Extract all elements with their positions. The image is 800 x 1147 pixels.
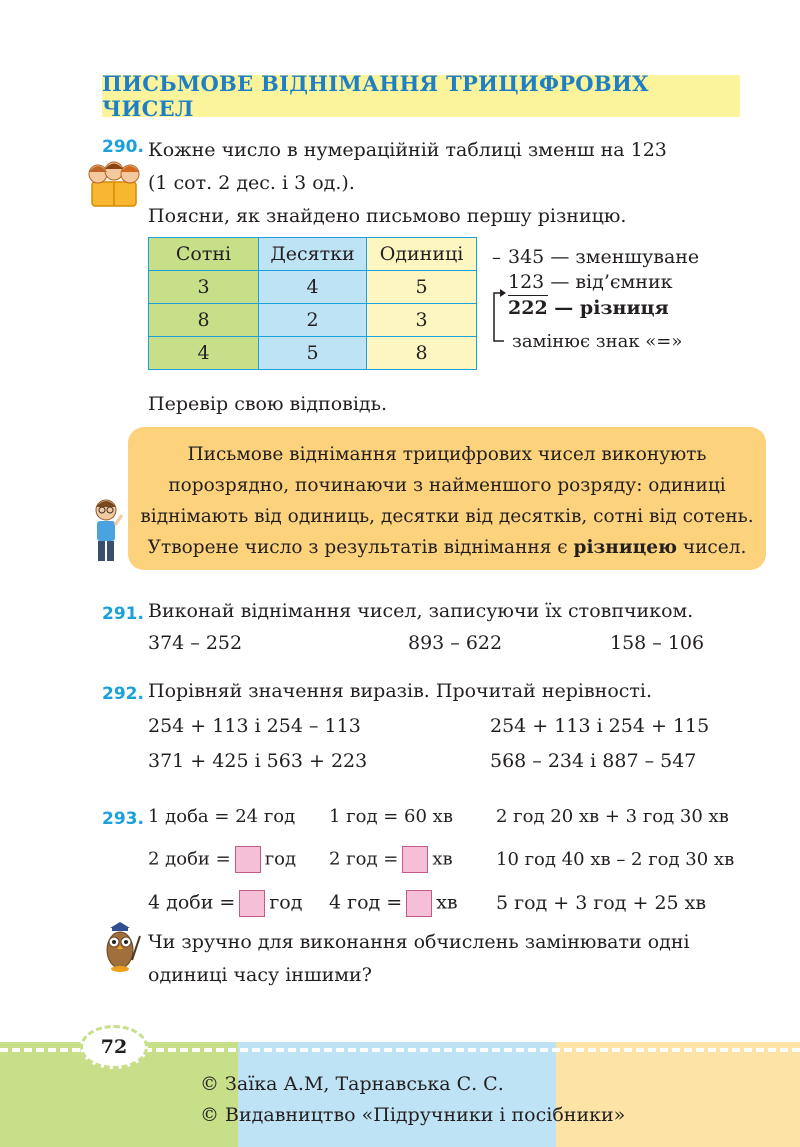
subtrahend-line xyxy=(508,271,673,293)
section-title: ПИСЬМОВЕ ВІДНІМАННЯ ТРИЦИФРОВИХ ЧИСЕЛ xyxy=(102,71,649,121)
exercise-290-line2: (1 сот. 2 дес. і 3 од.). xyxy=(148,172,355,194)
table-cell: 2 xyxy=(259,304,367,337)
minuend-line xyxy=(508,246,699,268)
rule-term: різницею xyxy=(573,537,677,558)
table-cell: 5 xyxy=(367,271,477,304)
arrow-bracket-icon xyxy=(490,283,510,351)
table-row xyxy=(149,304,477,337)
header-ones: Одиниці xyxy=(367,238,477,271)
table-cell: 4 xyxy=(149,337,259,370)
comparison-item: 371 + 425 і 563 + 223 xyxy=(148,750,368,772)
conversion-row xyxy=(329,890,458,917)
rule-text: чисел. xyxy=(676,537,747,558)
header-tens: Десятки xyxy=(259,238,367,271)
rule-line xyxy=(138,532,756,563)
difference-line xyxy=(508,297,669,319)
comparison-item: 254 + 113 і 254 – 113 xyxy=(148,715,361,737)
difference: 222 xyxy=(508,297,548,319)
table-cell: 3 xyxy=(367,304,477,337)
table-cell: 5 xyxy=(259,337,367,370)
table-cell: 8 xyxy=(149,304,259,337)
comparison-item: 568 – 234 і 887 – 547 xyxy=(490,750,697,772)
exercise-290-number: 290. xyxy=(102,137,144,157)
subtrahend-label: — від’ємник xyxy=(550,271,673,293)
sum-line xyxy=(508,295,548,296)
question-line: одиниці часу іншими? xyxy=(148,964,372,986)
time-expression: 10 год 40 хв – 2 год 30 хв xyxy=(496,849,735,870)
answer-box[interactable] xyxy=(235,846,261,873)
place-value-table xyxy=(148,237,477,370)
exercise-290-line3: Поясни, як знайдено письмово першу різницю. xyxy=(148,205,627,227)
conversion-text: 2 год = xyxy=(329,848,399,870)
table-cell: 8 xyxy=(367,337,477,370)
conversion-unit: хв xyxy=(436,891,458,914)
conversion-text: 4 доби = xyxy=(148,891,236,914)
time-expression: 2 год 20 хв + 3 год 30 хв xyxy=(496,806,729,827)
conversion-row xyxy=(148,890,302,917)
answer-box[interactable] xyxy=(402,846,428,873)
rule-text: Утворене число з результатів віднімання є xyxy=(147,537,574,558)
comparison-item: 254 + 113 і 254 + 115 xyxy=(490,715,710,737)
conversion-unit: год xyxy=(264,848,297,870)
question-line: Чи зручно для виконання обчислень замінювати одні xyxy=(148,931,690,953)
rule-line: порозрядно, починаючи з найменшого розряду: одиниці xyxy=(168,475,726,496)
rule-line: віднімають від одиниць, десятки від десятків, сотні від сотень. xyxy=(140,506,754,527)
exercise-290-text xyxy=(148,134,667,233)
conversion-row xyxy=(148,846,296,873)
exercise-292-text: Порівняй значення виразів. Прочитай нерівності. xyxy=(148,680,653,702)
page-number-badge xyxy=(80,1025,148,1069)
time-expression: 5 год + 3 год + 25 хв xyxy=(496,892,707,914)
answer-box[interactable] xyxy=(239,890,265,917)
exercise-292-number: 292. xyxy=(102,684,144,704)
answer-box[interactable] xyxy=(406,890,432,917)
check-answer-text: Перевір свою відповідь. xyxy=(148,393,387,415)
conversion-text: 4 год = xyxy=(329,891,403,914)
replaces-equals-note: замінює знак «=» xyxy=(512,331,683,352)
exercise-291-number: 291. xyxy=(102,604,144,624)
boy-character-icon xyxy=(88,497,124,563)
exercise-291-text: Виконай віднімання чисел, записуючи їх стовпчиком. xyxy=(148,600,694,622)
table-header-row xyxy=(149,238,477,271)
section-title-bar xyxy=(102,71,740,121)
conversion-row xyxy=(329,846,453,873)
expression-item: 374 – 252 xyxy=(148,632,243,654)
difference-label: — різниця xyxy=(554,297,669,319)
page-number: 72 xyxy=(100,1036,128,1058)
time-fact: 1 год = 60 хв xyxy=(329,806,453,827)
owl-teacher-icon xyxy=(100,922,142,974)
table-row xyxy=(149,337,477,370)
exercise-293-question xyxy=(148,926,690,992)
copyright-authors: © Заїка А.М, Тарнавська С. С. xyxy=(200,1073,504,1095)
conversion-text: 2 доби = xyxy=(148,848,231,870)
conversion-unit: хв xyxy=(432,848,453,870)
table-cell: 3 xyxy=(149,271,259,304)
column-subtraction xyxy=(490,243,730,363)
minuend-label: — зменшуване xyxy=(550,246,700,268)
header-hundreds: Сотні xyxy=(149,238,259,271)
children-reading-icon xyxy=(84,160,144,208)
footer-yellow-band xyxy=(556,1042,800,1147)
subtrahend: 123 xyxy=(508,271,545,293)
expression-item: 893 – 622 xyxy=(408,632,503,654)
conversion-unit: год xyxy=(269,891,303,914)
time-fact: 1 доба = 24 год xyxy=(148,806,296,827)
minuend: 345 xyxy=(508,246,545,268)
rule-box xyxy=(128,427,766,570)
table-row xyxy=(149,271,477,304)
table-cell: 4 xyxy=(259,271,367,304)
expression-item: 158 – 106 xyxy=(610,632,705,654)
rule-line: Письмове віднімання трицифрових чисел виконують xyxy=(187,444,707,465)
minus-sign: – xyxy=(492,247,501,268)
exercise-293-number: 293. xyxy=(102,809,144,829)
copyright-publisher: © Видавництво «Підручники і посібники» xyxy=(200,1104,626,1126)
exercise-290-line1: Кожне число в нумераційній таблиці зменш на 123 xyxy=(148,139,667,161)
